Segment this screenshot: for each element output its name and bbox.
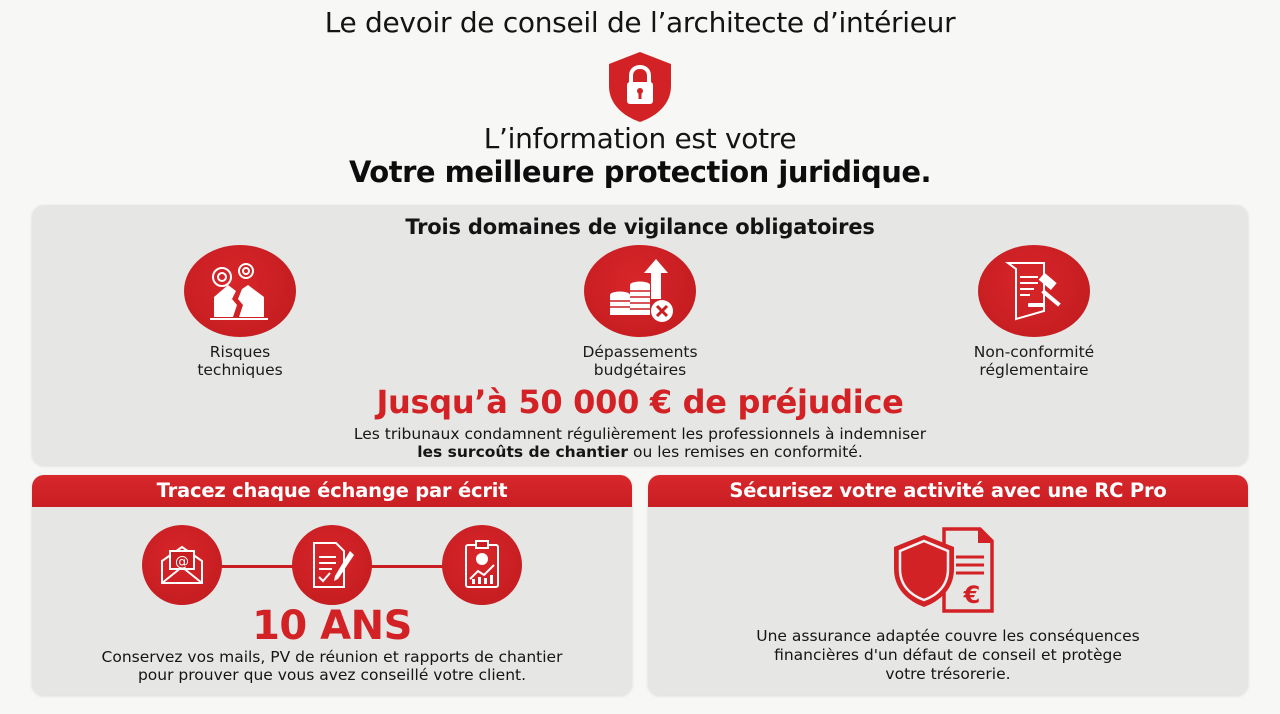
email-at-icon: [154, 537, 210, 593]
domain-label-line1: Non-conformité: [973, 343, 1095, 361]
document-pen-icon: [304, 537, 360, 593]
page-title: Le devoir de conseil de l’architecte d’intérieur: [324, 6, 956, 39]
shield-lock-icon: [605, 50, 675, 124]
rcpro-description: [648, 627, 1248, 684]
report-node: [442, 525, 522, 605]
rcpro-panel: [648, 475, 1248, 695]
subtitle-line-1: L’information est votre: [483, 122, 797, 155]
ten-years-highlight: 10 ANS: [252, 603, 412, 649]
broken-house-gears-icon: [200, 255, 280, 327]
email-node: [142, 525, 222, 605]
svg-text:€: €: [963, 581, 981, 609]
domain-label-line2: techniques: [197, 361, 283, 379]
coins-arrow-cross-icon: [600, 255, 680, 327]
document-gavel-icon: [994, 255, 1074, 327]
desc-line-2: pour prouver que vous avez conseillé votre client.: [137, 666, 527, 684]
domain-label-line2: réglementaire: [979, 361, 1089, 379]
desc-bold: les surcoûts de chantier: [417, 443, 629, 461]
vigilance-panel: [32, 205, 1248, 465]
shield-euro-document-icon: [888, 525, 1018, 615]
vigilance-description: [32, 425, 1248, 461]
desc-rest: ou les remises en conformité.: [628, 443, 863, 461]
desc-line-1: Une assurance adaptée couvre les conséquences: [756, 627, 1140, 645]
desc-line-2: [32, 443, 1248, 461]
desc-line-3: votre trésorerie.: [885, 665, 1011, 683]
domain-label-line1: Dépassements: [582, 343, 698, 361]
trace-header: Tracez chaque échange par écrit: [32, 475, 632, 507]
clipboard-chart-icon: [454, 537, 510, 593]
domain-risques-techniques: [130, 245, 350, 379]
domain-depassements-budgetaires: [530, 245, 750, 379]
desc-line-2: financières d'un défaut de conseil et protège: [774, 646, 1122, 664]
domain-non-conformite: [924, 245, 1144, 379]
svg-text:@: @: [175, 554, 189, 570]
subtitle-line-2: Votre meilleure protection juridique.: [348, 155, 932, 189]
trace-icon-chain: [142, 525, 522, 607]
prejudice-highlight: Jusqu’à 50 000 € de préjudice: [376, 383, 904, 421]
document-node: [292, 525, 372, 605]
domain-label-line2: budgétaires: [593, 361, 687, 379]
trace-panel: [32, 475, 632, 695]
desc-line-1: Les tribunaux condamnent régulièrement les professionnels à indemniser: [353, 425, 927, 443]
desc-line-1: Conservez vos mails, PV de réunion et rapports de chantier: [101, 648, 563, 666]
vigilance-title: Trois domaines de vigilance obligatoires: [405, 215, 875, 239]
domain-label-line1: Risques: [209, 343, 271, 361]
rcpro-header: Sécurisez votre activité avec une RC Pro: [648, 475, 1248, 507]
trace-description: [32, 648, 632, 684]
